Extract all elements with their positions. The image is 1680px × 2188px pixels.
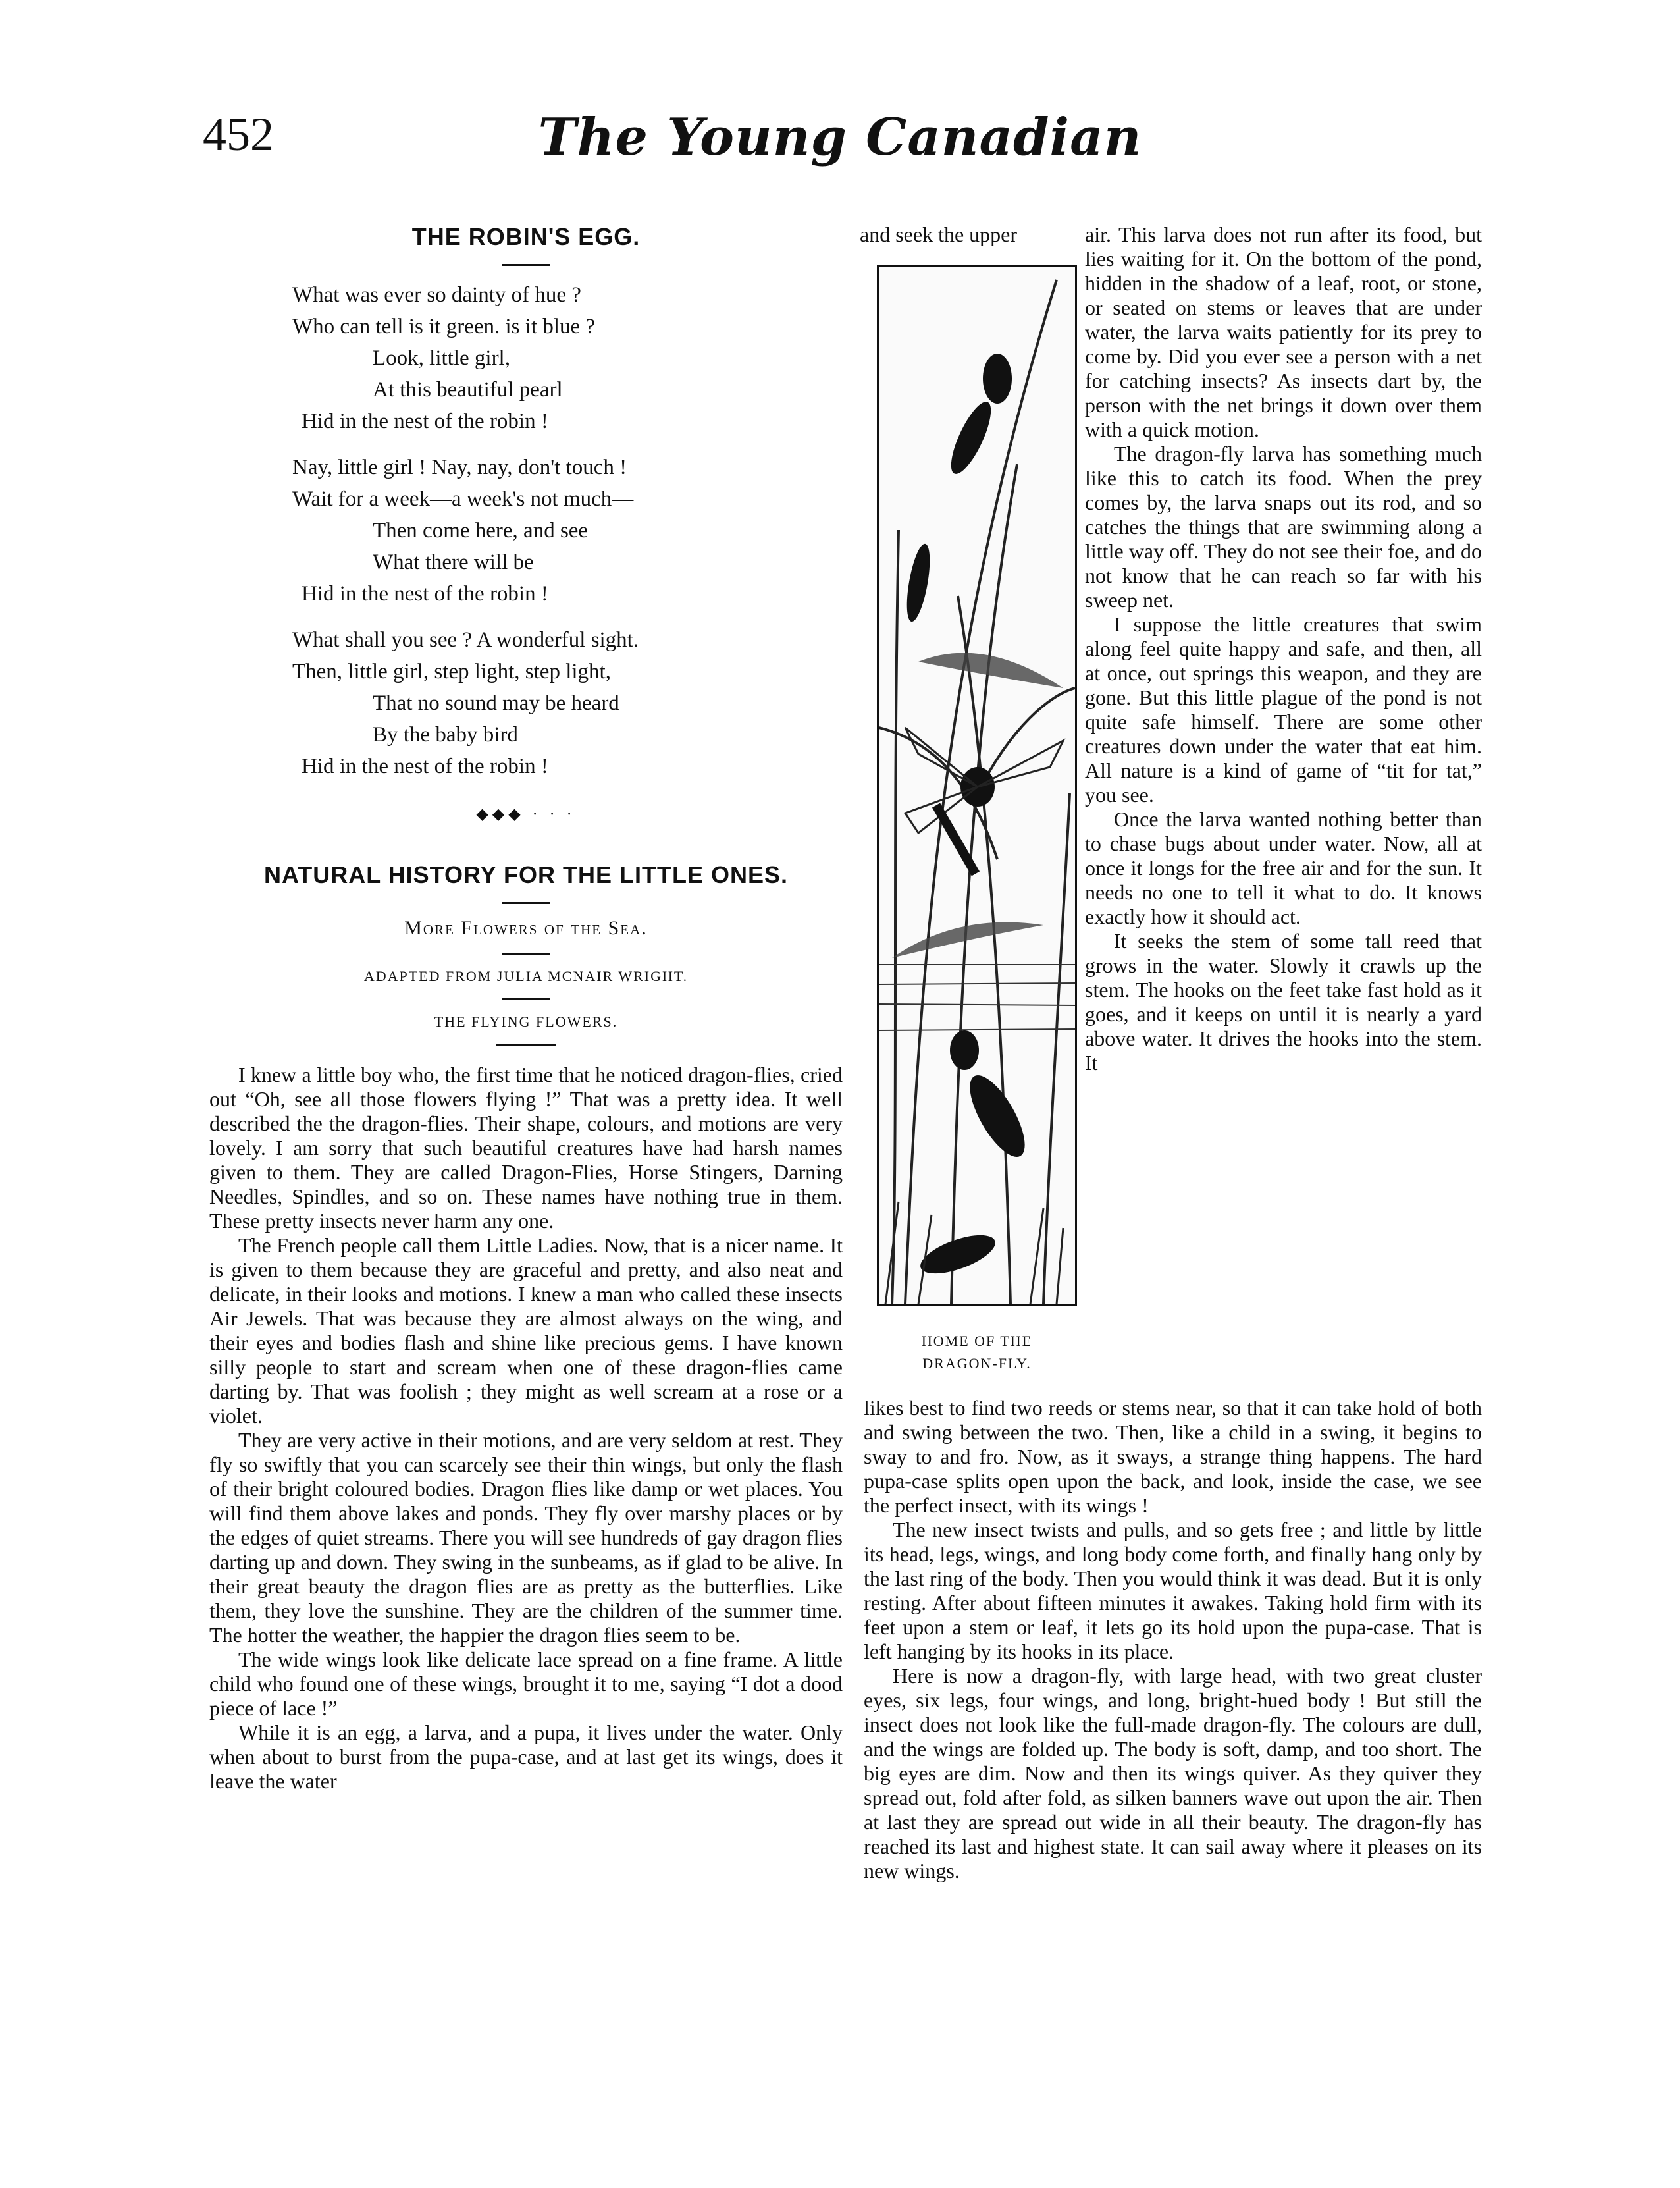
poem-line: Then, little girl, step light, step light, (292, 660, 611, 684)
right-column-top (1085, 223, 1482, 1075)
paragraph: The new insect twists and pulls, and so gets free ; and little by little its head, legs, wings, and long body come forth, and finally hang only by the last ring of the body. Then you would think it was dead. But it is only resting. After about fifteen minutes it awakes. Taking hold firm with its feet upon a stem or leaf, it lets go its hold upon the pupa-case. That is left hanging by its hooks in its place. (864, 1518, 1482, 1663)
poem-line: What there will be (373, 550, 534, 575)
article-attribution: ADAPTED FROM JULIA MCNAIR WRIGHT. (363, 968, 689, 985)
paragraph: I knew a little boy who, the first time that he noticed dragon-flies, cried out “Oh, see all those flowers flying !” That was a pretty idea. It well described the the dragon-flies. Their shape, colours, and motions are very lovely. I am sorry that such beautiful creatures have had harsh names given to them. They are called Dragon-Flies, Horse Stingers, Darning Needles, Spindles, and so on. These names have nothing true in them. These pretty insects never harm any one. (209, 1063, 843, 1233)
poem-line: Look, little girl, (373, 346, 510, 371)
section-heading: THE FLYING FLOWERS. (434, 1013, 618, 1030)
poem (209, 279, 843, 782)
paragraph: Once the larva wanted nothing better than to chase bugs about under water. Now, all at once it longs for the free air and for the sun. It needs no one to tell it what to do. It knows exactly how it should act. (1085, 807, 1482, 928)
poem-line: What was ever so dainty of hue ? (292, 283, 581, 307)
paragraph: likes best to find two reeds or stems near, so that it can take hold of both and swing between the two. Then, like a child in a swing, it begins to sway to and fro. Now, as it sways, a strange thing happens. The hard pupa-case splits open upon the back, and look, inside the case, we see the perfect insect, with its wings ! (864, 1396, 1482, 1517)
divider (502, 264, 550, 266)
poem-line: That no sound may be heard (373, 691, 619, 716)
poem-line: Wait for a week—a week's not much— (292, 487, 634, 512)
poem-title: THE ROBIN'S EGG. (411, 223, 641, 250)
paragraph: air. This larva does not run after its food, but lies waiting for it. On the bottom of the pond, hidden in the shadow of a leaf, root, or stone, or seated on stems or leaves that are under water, the larva waits patiently for its prey to come by. Did you ever see a person with a net for catching insects? As insects dart by, the person with the net brings it down over them with a quick motion. (1085, 223, 1482, 441)
poem-stanza (209, 624, 843, 782)
illustration-caption (870, 1330, 1084, 1375)
journal-title: The Young Canadian (538, 107, 1142, 167)
paragraph: The wide wings look like delicate lace spread on a fine frame. A little child who found one of these wings, brought it to me, saying “I dot a dood piece of lace !” (209, 1647, 843, 1721)
divider (496, 1044, 556, 1046)
poem-line: Hid in the nest of the robin ! (302, 410, 548, 434)
poem-line: What shall you see ? A wonderful sight. (292, 628, 639, 653)
paragraph: Here is now a dragon-fly, with large head, with two great cluster eyes, six legs, four wings, and long, bright-hued body ! But still the insect does not look like the full-made dragon-fly. The colours are dull, and the wings are folded up. The body is soft, damp, and too short. The big eyes are dim. Now and then its wings quiver. As they quiver they spread out, fold after fold, as silken banners wave out upon the air. Then at last they are spread out wide in all their beauty. The dragon-fly has reached its last and highest state. It can sail away where it pleases on its new wings. (864, 1664, 1482, 1882)
paragraph: The dragon-fly larva has something much like this to catch its food. When the prey comes by, the larva snaps out its rod, and so catches the things that are swimming along a little way off. They do not see their foe, and do not know that he can reach so far with his sweep net. (1085, 442, 1482, 612)
left-column (209, 223, 843, 1794)
poem-stanza (209, 279, 843, 437)
paragraph: I suppose the little creatures that swim along feel quite happy and safe, and then, all at once, out springs this weapon, and they are gone. But this little plague of the pond is not quite safe himself. There are some other creatures down under the water that eat him. All nature is a kind of game of “tit for tat,” you see. (1085, 612, 1482, 807)
dragonfly-illustration (877, 265, 1077, 1306)
poem-line: By the baby bird (373, 723, 518, 747)
page-number: 452 (203, 108, 274, 161)
poem-line: At this beautiful pearl (373, 378, 563, 402)
poem-line: Who can tell is it green. is it blue ? (292, 315, 596, 339)
right-column-lead: and seek the upper (860, 223, 1018, 246)
poem-line: Nay, little girl ! Nay, nay, don't touch ! (292, 456, 627, 480)
dragonfly-icon (879, 267, 1075, 1304)
article-subtitle: More Flowers of the Sea. (404, 917, 648, 940)
paragraph: It seeks the stem of some tall reed that grows in the water. Slowly it crawls up the stem. The hooks on the feet take fast hold as it goes, and it keeps on until it is nearly a yard above water. It drives the hooks into the stem. It (1085, 929, 1482, 1075)
poem-line: Then come here, and see (373, 519, 589, 543)
ornament-divider: ◆◆◆ · · · (476, 806, 576, 824)
poem-line: Hid in the nest of the robin ! (302, 755, 548, 779)
paragraph: While it is an egg, a larva, and a pupa, it lives under the water. Only when about to burst from the pupa-case, and at last get its wings, does it leave the water (209, 1721, 843, 1794)
caption-line: HOME OF THE (921, 1333, 1033, 1349)
paragraph: They are very active in their motions, and are very seldom at rest. They fly so swiftly that you can scarcely see their thin wings, but only the flash of their bright coloured bodies. Dragon flies like damp or wet places. You will find them above lakes and ponds. They fly over marshy places or by the edges of quiet streams. There you will see hundreds of gay dragon flies darting up and down. They swing in the sunbeams, as if glad to be alive. In their great beauty the dragon flies are as pretty as the butterflies. Like them, they love the sunshine. They are the children of the summer time. The hotter the weather, the happier the dragon flies seem to be. (209, 1428, 843, 1647)
poem-stanza (209, 452, 843, 610)
divider (502, 902, 550, 904)
divider (502, 998, 550, 1000)
caption-line: DRAGON-FLY. (922, 1355, 1032, 1372)
divider (502, 953, 550, 955)
right-column-bottom (864, 1396, 1482, 1883)
paragraph: The French people call them Little Ladies. Now, that is a nicer name. It is given to them because they are graceful and pretty, and also neat and delicate, in their looks and motions. I knew a man who called these insects Air Jewels. That was because they are almost always on the wing, and their eyes and bodies flash and shine like precious gems. I have known silly people to start and scream when one of these dragon-flies came darting by. That was foolish ; they might as well scream at a rose or a violet. (209, 1233, 843, 1428)
poem-line: Hid in the nest of the robin ! (302, 582, 548, 606)
article-title: NATURAL HISTORY FOR THE LITTLE ONES. (263, 861, 789, 889)
